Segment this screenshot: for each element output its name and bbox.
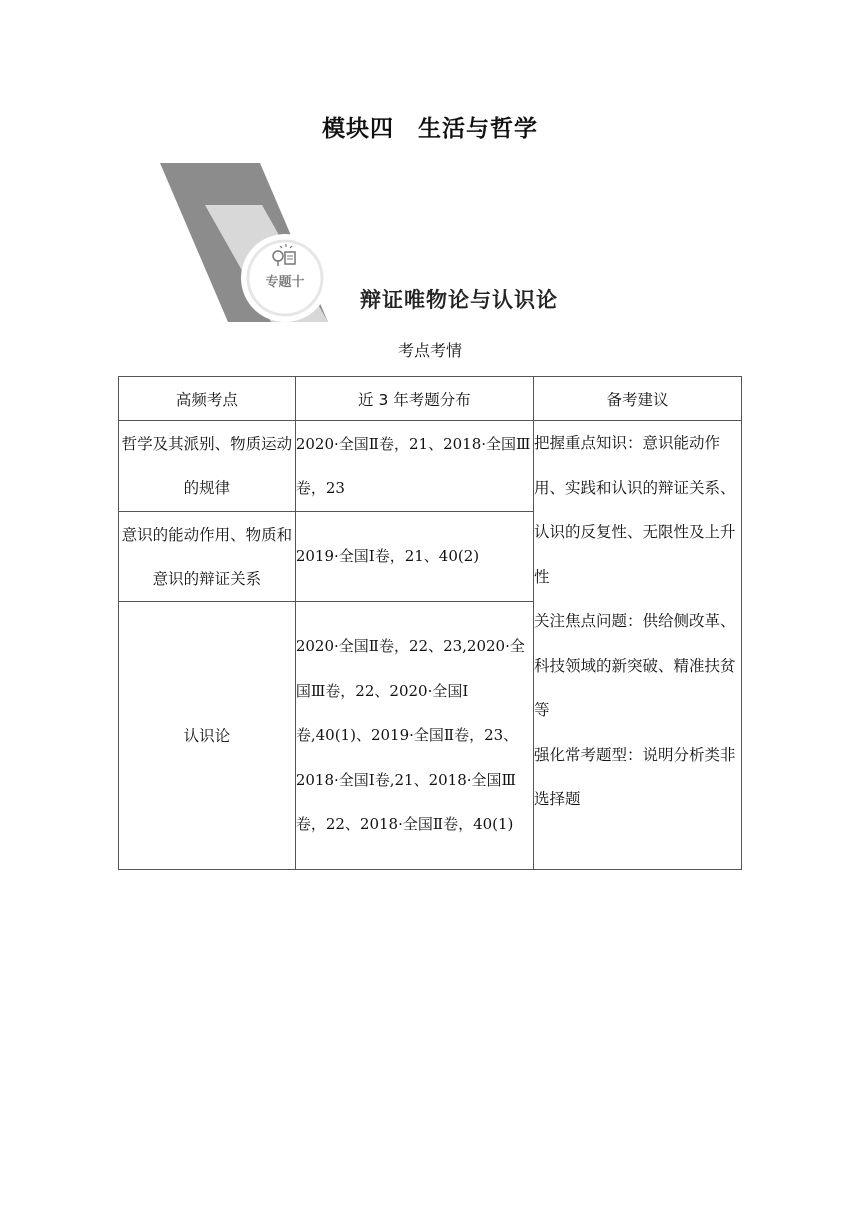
header-high-frequency-point: 高频考点 [119,377,296,421]
table-row [119,421,742,512]
point-text: 意识的能动作用、物质和意识的辩证关系 [121,525,293,588]
cell-point: 认识论 [119,602,296,870]
advice-item: 把握重点知识：意识能动作用、实践和认识的辩证关系、认识的反复性、无限性及上升性 [533,434,736,586]
cell-point [119,512,296,602]
table-caption: 考点考情 [397,341,462,360]
advice-item: 关注焦点问题：供给侧改革、科技领域的新突破、精准扶贫等 [533,612,736,719]
header-preparation-advice: 备考建议 [533,377,741,421]
cell-distribution: 2020·全国Ⅱ卷，21、2018·全国Ⅲ卷，23 [295,421,533,512]
table-header-row [119,377,742,421]
advice-item: 强化常考题型：说明分析类非选择题 [533,745,736,808]
cell-advice [533,421,741,870]
cell-distribution: 2019·全国Ⅰ卷，21、40(2) [295,512,533,602]
module-title: 模块四 生活与哲学 [322,116,538,142]
point-text: 哲学及其派别、物质运动的规律 [121,435,293,497]
exam-analysis-table [118,376,742,870]
cell-distribution: 2020·全国Ⅱ卷，22、23,2020·全国Ⅲ卷，22、2020·全国Ⅰ卷,40(1)、2019·全国Ⅱ卷，23、2018·全国Ⅰ卷,21、2018·全国Ⅲ卷，22、2018·全国Ⅱ卷，40(1) [295,602,533,870]
topic-badge: 专题十 [265,275,305,290]
cell-point [119,421,296,512]
topic-title: 辩证唯物论与认识论 [360,288,558,312]
header-exam-distribution: 近 3 年考题分布 [295,377,533,421]
